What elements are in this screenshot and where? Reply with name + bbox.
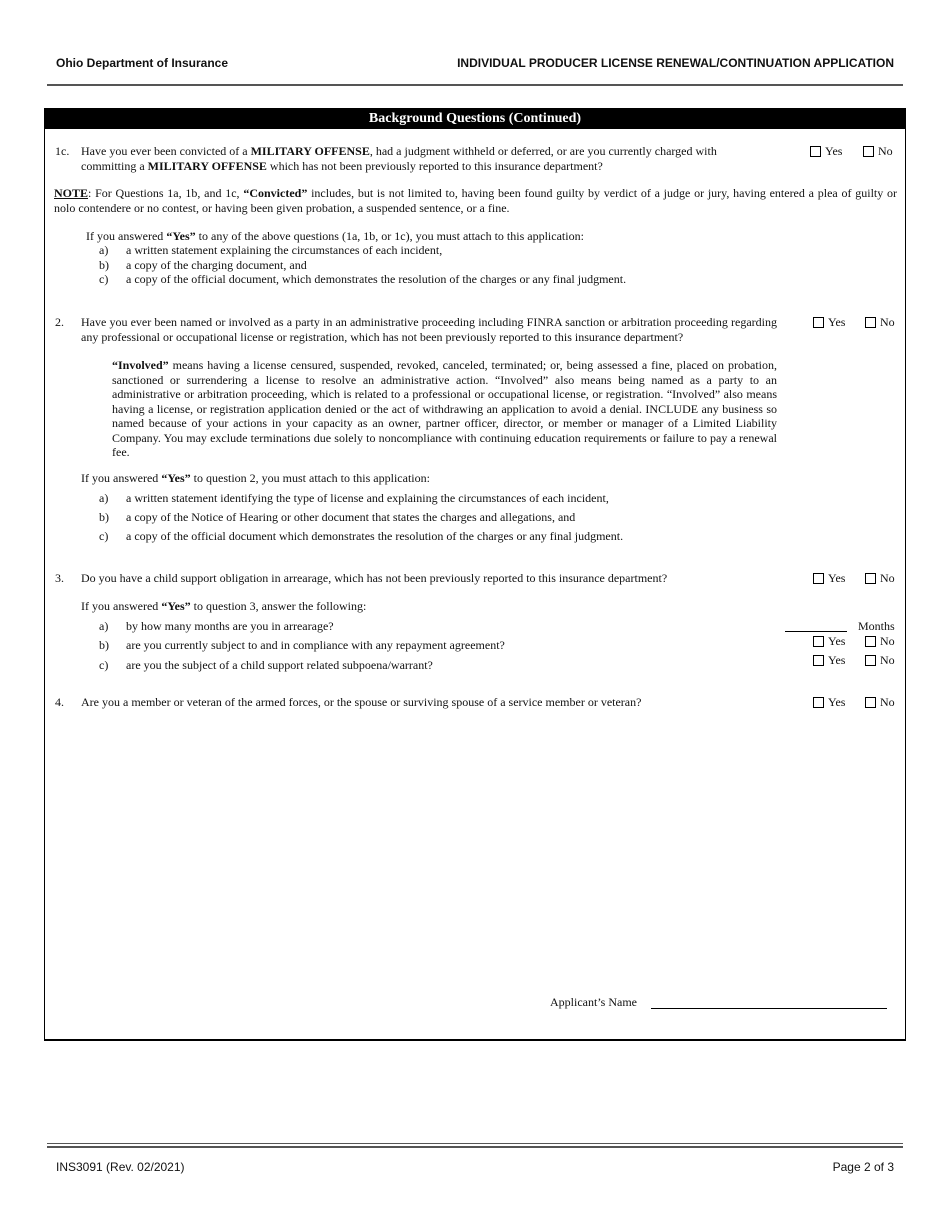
question-3-no[interactable]: No [865,571,895,585]
applicant-name-label: Applicant’s Name [550,995,637,1009]
question-2-yes[interactable]: Yes [813,315,845,329]
no-checkbox[interactable] [865,636,876,647]
question-3-text: Do you have a child support obligation in arrearage, which has not been previously reported to this insurance department? [81,571,668,585]
question-4-no[interactable]: No [865,695,895,709]
header-form-title: INDIVIDUAL PRODUCER LICENSE RENEWAL/CONTINUATION APPLICATION [457,56,894,70]
footer-page-number: Page 2 of 3 [832,1160,894,1174]
attach2-intro: If you answered “Yes” to question 2, you must attach to this application: [81,471,430,485]
applicant-name-line[interactable] [651,1008,887,1009]
yes-checkbox[interactable] [813,697,824,708]
note-text: NOTE: For Questions 1a, 1b, and 1c, “Convicted” includes, but is not limited to, having been found guilty by verdict of a judge or jury, having entered a plea of guilty or nolo contendere or no contest, or having been given probation, a suspended sentence, or a fine. [54,186,897,215]
involved-definition: “Involved” means having a license censured, suspended, revoked, canceled, terminated; or, being assessed a fine, placed on probation, sanctioned or surrendering a license to resolve an administrative action. “Involved” also means being named as a party to an administrative or arbitration proceeding, which is related to a professional or occupational license, or registration. “Involved” also means having a license, or registration application denied or the act of withdrawing an application to avoid a denial. INCLUDE any business so named because of your actions in your capacity as an owner, partner officer, director, or member or manager of a Limited Liability Company. You may exclude terminations due solely to noncompliance with continuing education requirements or failure to pay a renewal fee. [112,358,777,459]
question-3c-no[interactable]: No [865,653,895,667]
yes-checkbox[interactable] [813,636,824,647]
section-title: Background Questions (Continued) [45,108,905,129]
header-agency: Ohio Department of Insurance [56,56,229,70]
yes-checkbox[interactable] [813,317,824,328]
question-3b-no[interactable]: No [865,634,895,648]
question-3-yes[interactable]: Yes [813,571,845,585]
no-checkbox[interactable] [865,655,876,666]
attach1-intro: If you answered “Yes” to any of the above questions (1a, 1b, or 1c), you must attach to this application: [86,229,584,243]
question-2-number: 2. [55,315,64,329]
question-4-yes[interactable]: Yes [813,695,845,709]
yes-checkbox[interactable] [813,655,824,666]
question-3c-yes[interactable]: Yes [813,653,845,667]
yes-checkbox[interactable] [813,573,824,584]
question-1c-number: 1c. [55,144,70,158]
question-1c-text: Have you ever been convicted of a MILITARY OFFENSE, had a judgment withheld or deferred, or are you currently charged with committing a MILITARY OFFENSE which has not been previously reported to this insurance department? [81,144,717,173]
question-2-no[interactable]: No [865,315,895,329]
no-checkbox[interactable] [865,317,876,328]
question-2-text: Have you ever been named or involved as a party in an administrative proceeding including FINRA sanction or arbitration proceeding regarding any professional or occupational license or registration, which has not been previously reported to this insurance department? [81,315,777,344]
months-label: Months [858,619,895,633]
footer-rule-bottom [47,1146,903,1148]
footer-rule-top [47,1143,903,1144]
question-1c-yes[interactable]: Yes [810,144,842,158]
footer-form-id: INS3091 (Rev. 02/2021) [56,1160,185,1174]
question-3b-yes[interactable]: Yes [813,634,845,648]
yes-checkbox[interactable] [810,146,821,157]
question-1c-no[interactable]: No [863,144,893,158]
months-input-line[interactable] [785,631,847,632]
form-section-box: Background Questions (Continued) 1c. Have you ever been convicted of a MILITARY OFFENSE, had a judgment withheld or deferred, or are you currently charged with committing a MILITARY OFFENSE which has not been previously reported to this insurance department? Yes No NOTE: For Questions 1a, 1b, and 1c, “Convicted” includes, but is not limited to, having been found guilty by verdict of a judge or jury, having entered a plea of guilty or nolo contendere or no contest, or having been given probation, a suspended sentence, or a fine. If you answered “Yes” to any of the above questions (1a, 1b, or 1c), you must attach to this application: a) a written statement explaining the circumstances of each incident, b) a copy of the charging document, and c) a copy of the official document, which demonstrates the resolution of the charges or any final judgment. 2. Have you ever been named or involved as a party in an administrative proceeding including FINRA sanction or arbitration proceeding regarding any professional or occupational license or registration, which has not been previously reported to this insurance department? Yes No “Involved” means having a license censured, suspended, revoked, canceled, terminated; or, being assessed a fine, placed on probation, sanctioned or surrendering a license to resolve an administrative action. “Involved” also means being named as a party to an administrative or arbitration proceeding, which is related to a professional or occupational license, or registration. “Involved” also means having a license, or registration application denied or the act of withdrawing an application to avoid a denial. INCLUDE any business so named because of your actions in your capacity as an owner, partner officer, director, or member or manager of a Limited Liability Company. You may exclude terminations due solely to noncompliance with continuing education requirements or failure to pay a renewal fee. If you answered “Yes” to question 2, you must attach to this application: a) a written statement identifying the type of license and explaining the circumstances of each incident, b) a copy of the Notice of Hearing or other document that states the charges and allegations, and c) a copy of the official document which demonstrates the resolution of the charges or any final judgment. 3. Do you have a child support obligation in arrearage, which has not been previously reported to this insurance department? Yes No If you answered “Yes” to question 3, answer the following: a) by how many months are you in arrearage? b) are you currently subject to and in compliance with any repayment agreement? c) are you the subject of a child support related subpoena/warrant? Months Yes No Yes No 4. Are you a member or veteran of the armed forces, or the spouse or surviving spouse of a service member or veteran? Yes No Applicant’s Name [44,108,906,1041]
header-rule [47,84,903,86]
question-3-number: 3. [55,571,64,585]
question-4-text: Are you a member or veteran of the armed forces, or the spouse or surviving spouse of a service member or veteran? [81,695,642,709]
question-4-number: 4. [55,695,64,709]
no-checkbox[interactable] [863,146,874,157]
no-checkbox[interactable] [865,697,876,708]
question-3-followup: If you answered “Yes” to question 3, answer the following: [81,599,367,613]
no-checkbox[interactable] [865,573,876,584]
